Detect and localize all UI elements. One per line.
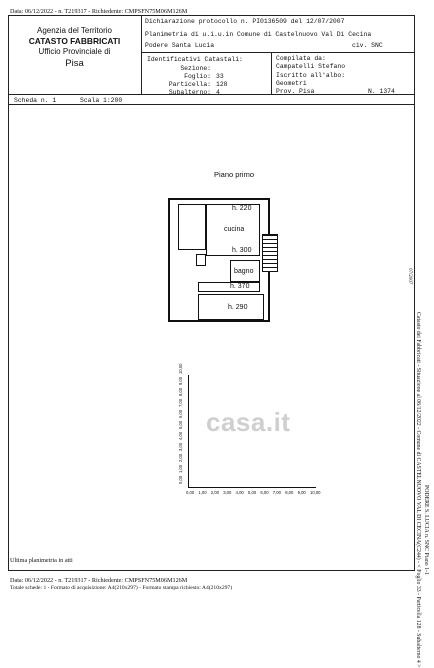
- scale-axis-vertical: [188, 375, 189, 487]
- scale-tick-x-label: 0,00: [186, 490, 195, 495]
- scale-tick-x-label: 5,00: [248, 490, 257, 495]
- scale-tick-y-label: 3,00: [178, 442, 183, 451]
- foglio-value: 33: [216, 73, 224, 80]
- agency-name: Agenzia del Territorio: [36, 26, 112, 35]
- address-text: Podere Santa Lucia: [145, 42, 215, 49]
- side-stamp-text: 07/2007: [407, 268, 412, 285]
- scale-tick-x-label: 3,00: [223, 490, 232, 495]
- protocol-text: Dichiarazione protocollo n. PI0136509 del 12/07/2007: [145, 18, 345, 25]
- plan-corridor: [198, 282, 260, 292]
- scheda-number: Scheda n. 1: [14, 97, 57, 104]
- room-height-290: h. 290: [228, 304, 248, 311]
- scale-tick-x-label: 6,00: [260, 490, 269, 495]
- footer-request-line: Data: 06/12/2022 - n. T219317 - Richiedente: CMPSFN75M06M126M: [10, 577, 188, 584]
- scale-tick-y-label: 7,00: [178, 398, 183, 407]
- header-divider-vertical-2: [271, 52, 272, 94]
- scale-tick-x-label: 7,00: [272, 490, 281, 495]
- header-divider-horizontal: [141, 52, 415, 53]
- header-divider-vertical: [141, 15, 142, 94]
- scale-tick-y-label: 9,00: [178, 376, 183, 385]
- scale-tick-y-label: 4,00: [178, 431, 183, 440]
- plan-room-left: [178, 204, 206, 250]
- floor-plan: [164, 190, 284, 325]
- room-label-cucina: cucina: [224, 226, 245, 233]
- request-header-line: Data: 06/12/2022 - n. T219317 - Richiedente: CMPSFN75M06M126M: [10, 8, 188, 15]
- watermark-text: casa.it: [206, 407, 291, 437]
- scale-tick-x-label: 10,00: [310, 490, 321, 495]
- province-text: Prov. Pisa: [276, 88, 315, 95]
- register-number: N. 1374: [368, 88, 395, 95]
- scheda-bottom-line: [8, 104, 415, 105]
- plan-stairs: [262, 234, 278, 272]
- room-height-300: h. 300: [232, 247, 252, 254]
- agency-province: Pisa: [65, 58, 84, 69]
- scale-tick-y-label: 6,00: [178, 409, 183, 418]
- particella-value: 128: [216, 81, 228, 88]
- scale-text: Scala 1:200: [80, 97, 123, 104]
- floor-title: Piano primo: [214, 170, 255, 179]
- scale-axis-horizontal: [188, 487, 316, 488]
- foglio-label: Foglio:: [184, 73, 211, 80]
- scale-tick-x-label: 9,00: [297, 490, 306, 495]
- room-height-370: h. 370: [230, 283, 250, 290]
- compiled-label: Compilata da:: [276, 55, 326, 62]
- register-label: Iscritto all'albo:: [276, 72, 346, 79]
- scale-ticks-x: [186, 490, 321, 498]
- scale-tick-x-label: 1,00: [198, 490, 207, 495]
- footer-ultima-planimetria: Ultima planimetria in atti: [10, 557, 73, 564]
- header-bottom-line: [8, 94, 415, 95]
- side-address-text: PODERE S. LUCIA n. SNC Piano 1-1: [423, 485, 429, 575]
- profession-text: Geometri: [276, 80, 307, 87]
- scale-tick-y-label: 10,00: [178, 363, 183, 374]
- scale-tick-y-label: 0,00: [178, 475, 183, 484]
- scale-tick-x-label: 2,00: [210, 490, 219, 495]
- identifiers-title: Identificativi Catastali:: [147, 56, 243, 63]
- scale-tick-x-label: 8,00: [285, 490, 294, 495]
- scale-tick-y-label: 1,00: [178, 464, 183, 473]
- scale-tick-y-label: 2,00: [178, 453, 183, 462]
- particella-label: Particella:: [168, 81, 211, 88]
- plan-notch: [196, 254, 206, 266]
- agency-office: Ufficio Provinciale di: [38, 47, 111, 56]
- scale-tick-y-label: 8,00: [178, 387, 183, 396]
- side-catasto-text: Catasto dei Fabbricati - Situazione al 06/12/2022 - Comune di CASTELNUOVO VAL DI CECINA(C244) - < Foglio 33 - Particella 128 - Subalterno 4 >: [415, 312, 421, 668]
- scale-ticks-y: [178, 363, 188, 488]
- planimetry-text: Planimetria di u.i.u.in Comune di Castelnuovo Val Di Cecina: [145, 31, 372, 38]
- civic-number-text: civ. SNC: [352, 42, 383, 49]
- scale-tick-x-label: 4,00: [235, 490, 244, 495]
- agency-block: [8, 25, 141, 70]
- sezione-label: Sezione:: [180, 65, 211, 72]
- subalterno-label: Subalterno:: [168, 89, 211, 96]
- room-height-220: h. 220: [232, 205, 252, 212]
- compiler-name: Campatelli Stefano: [276, 63, 346, 70]
- scale-tick-y-label: 5,00: [178, 420, 183, 429]
- agency-catasto: CATASTO FABBRICATI: [28, 36, 121, 46]
- room-label-bagno: bagno: [234, 268, 254, 275]
- footer-totale-schede: Totale schede: 1 - Formato di acquisizione: A4(210x297) - Formato stampa richiesto: A4(210x297): [10, 585, 233, 591]
- subalterno-value: 4: [216, 89, 220, 96]
